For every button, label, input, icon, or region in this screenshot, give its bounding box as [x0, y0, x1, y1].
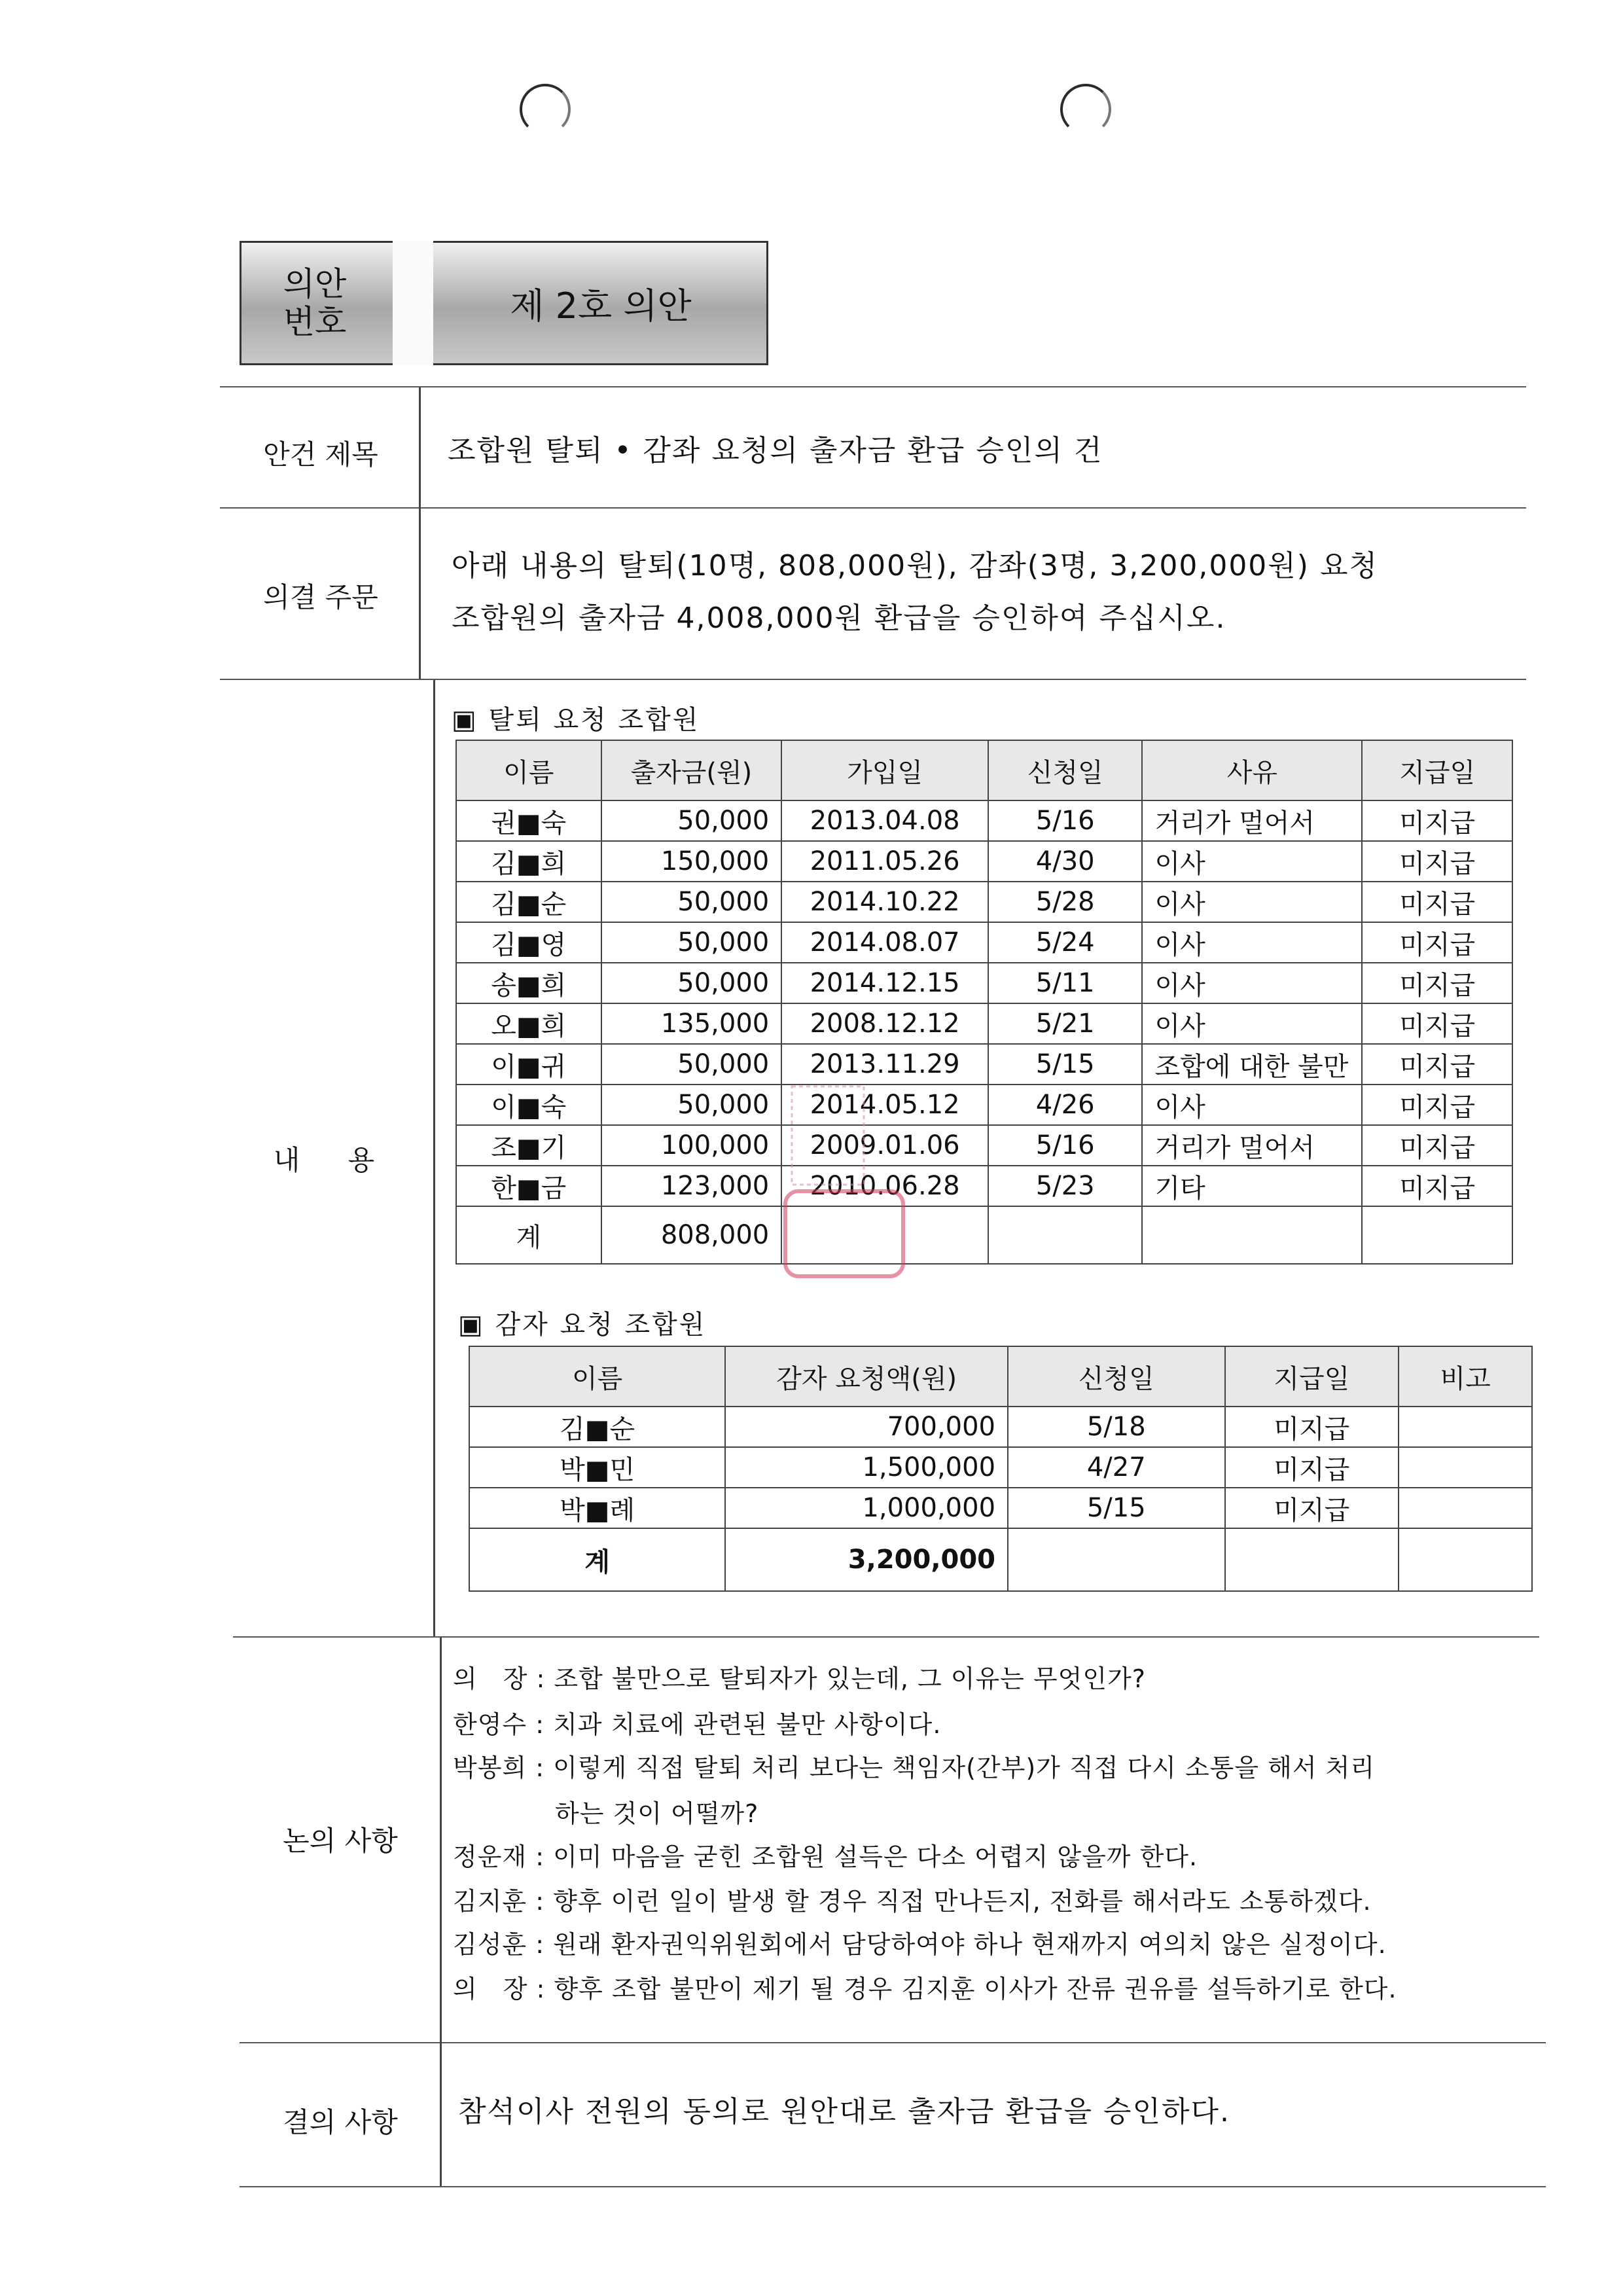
discussion-line: 김지훈 : 향후 이런 일이 발생 할 경우 직접 만나든지, 전화를 해서라도 소통하겠다.: [453, 1887, 1372, 1916]
title-row-bottom-line: [220, 507, 1526, 509]
request-date: 4/26: [988, 1085, 1143, 1125]
table-row: [456, 841, 1512, 882]
reason: 이사: [1142, 1003, 1362, 1044]
reason: 이사: [1142, 1085, 1362, 1125]
withdrawal-header-row: [456, 740, 1512, 800]
header-name: 이름: [469, 1346, 725, 1407]
payment-status: 미지급: [1225, 1447, 1399, 1488]
payment-status: 미지급: [1362, 1166, 1512, 1206]
reason: 기타: [1142, 1166, 1362, 1206]
empty-cell: [1008, 1528, 1225, 1591]
header-remarks: 비고: [1399, 1346, 1532, 1407]
request-date: 5/16: [988, 1125, 1143, 1166]
request-date: 5/16: [988, 800, 1143, 841]
table-row: [456, 1085, 1512, 1125]
table-row: [469, 1407, 1532, 1447]
header-payment-date: 지급일: [1362, 740, 1512, 800]
discussion-line: 의 장 : 향후 조합 불만이 제기 될 경우 김지훈 이사가 잔류 권유를 설득하기로 한다.: [453, 1975, 1397, 2003]
reduction-amount: 700,000: [725, 1407, 1008, 1447]
investment-amount: 123,000: [601, 1166, 782, 1206]
header-reduction-amount: 감자 요청액(원): [725, 1346, 1008, 1407]
payment-status: 미지급: [1225, 1488, 1399, 1528]
payment-status: 미지급: [1362, 800, 1512, 841]
reason: 거리가 멀어서: [1142, 800, 1362, 841]
form-bottom-line: [240, 2186, 1546, 2187]
discussion-line: 박봉희 : 이렇게 직접 탈퇴 처리 보다는 책임자(간부)가 직접 다시 소통을 해서 처리: [453, 1753, 1376, 1782]
member-name: 김■희: [456, 841, 601, 882]
investment-amount: 50,000: [601, 922, 782, 963]
join-date: 2011.05.26: [781, 841, 988, 882]
join-date: 2013.11.29: [781, 1044, 988, 1085]
total-amount: 3,200,000: [725, 1528, 1008, 1591]
request-date: 4/30: [988, 841, 1143, 882]
table-row: [456, 1044, 1512, 1085]
join-date: 2013.04.08: [781, 800, 988, 841]
header-request-date: 신청일: [1008, 1346, 1225, 1407]
discussion-line: 김성훈 : 원래 환자권익위원회에서 담당하여야 하나 현재까지 여의치 않은 실정이다.: [453, 1930, 1387, 1959]
request-date: 5/21: [988, 1003, 1143, 1044]
label-column-divider-top: [419, 387, 421, 679]
form-top-line: [220, 386, 1526, 387]
request-date: 5/24: [988, 922, 1143, 963]
member-name: 박■민: [469, 1447, 725, 1488]
member-name: 이■귀: [456, 1044, 601, 1085]
payment-status: 미지급: [1362, 1003, 1512, 1044]
payment-status: 미지급: [1225, 1407, 1399, 1447]
payment-status: 미지급: [1362, 882, 1512, 922]
reason: 조합에 대한 불만: [1142, 1044, 1362, 1085]
decision-value: 참석이사 전원의 동의로 원안대로 출자금 환급을 승인하다.: [458, 2095, 1230, 2128]
join-date: 2014.05.12: [781, 1085, 988, 1125]
investment-amount: 50,000: [601, 882, 782, 922]
join-date: 2014.10.22: [781, 882, 988, 922]
resolution-row-bottom-line: [220, 679, 1526, 680]
payment-status: 미지급: [1362, 1044, 1512, 1085]
empty-cell: [1225, 1528, 1399, 1591]
member-name: 김■영: [456, 922, 601, 963]
member-name: 조■기: [456, 1125, 601, 1166]
payment-status: 미지급: [1362, 1085, 1512, 1125]
remarks: [1399, 1488, 1532, 1528]
resolution-label: 의결 주문: [263, 581, 378, 613]
investment-amount: 50,000: [601, 800, 782, 841]
empty-cell: [1142, 1206, 1362, 1264]
title-label: 안건 제목: [263, 439, 378, 471]
header-reason: 사유: [1142, 740, 1362, 800]
withdrawal-total-row: [456, 1206, 1512, 1264]
reason: 이사: [1142, 882, 1362, 922]
reduction-table: [469, 1346, 1533, 1592]
reason: 이사: [1142, 922, 1362, 963]
agenda-number-label: [240, 241, 390, 365]
header-name: 이름: [456, 740, 601, 800]
content-row-bottom-line: [233, 1636, 1539, 1638]
member-name: 권■숙: [456, 800, 601, 841]
table-row: [456, 800, 1512, 841]
empty-cell: [1399, 1528, 1532, 1591]
total-label: 계: [456, 1206, 601, 1264]
approval-stamp: [772, 1060, 929, 1296]
table-row: [469, 1447, 1532, 1488]
request-date: 5/18: [1008, 1407, 1225, 1447]
content-label: 내 용: [273, 1144, 395, 1176]
header-join-date: 가입일: [781, 740, 988, 800]
reason: 이사: [1142, 841, 1362, 882]
investment-amount: 100,000: [601, 1125, 782, 1166]
investment-amount: 50,000: [601, 1085, 782, 1125]
punch-hole-right: [1060, 84, 1111, 135]
title-value: 조합원 탈퇴 • 감좌 요청의 출자금 환급 승인의 건: [448, 434, 1103, 467]
agenda-label-line1: 의안: [283, 265, 347, 303]
empty-cell: [1362, 1206, 1512, 1264]
member-name: 김■순: [456, 882, 601, 922]
table-row: [456, 963, 1512, 1003]
member-name: 오■희: [456, 1003, 601, 1044]
total-label: 계: [469, 1528, 725, 1591]
member-name: 송■희: [456, 963, 601, 1003]
member-name: 김■순: [469, 1407, 725, 1447]
reduction-section-title: ▣ 감자 요청 조합원: [458, 1310, 707, 1340]
header-investment: 출자금(원): [601, 740, 782, 800]
payment-status: 미지급: [1362, 922, 1512, 963]
reason: 이사: [1142, 963, 1362, 1003]
request-date: 5/23: [988, 1166, 1143, 1206]
member-name: 한■금: [456, 1166, 601, 1206]
join-date: 2014.08.07: [781, 922, 988, 963]
table-row: [469, 1488, 1532, 1528]
withdrawal-section-title: ▣ 탈퇴 요청 조합원: [452, 705, 700, 735]
member-name: 이■숙: [456, 1085, 601, 1125]
reduction-total-row: [469, 1528, 1532, 1591]
payment-status: 미지급: [1362, 841, 1512, 882]
request-date: 5/28: [988, 882, 1143, 922]
punch-hole-left: [520, 84, 571, 135]
total-amount: 808,000: [601, 1206, 782, 1264]
label-column-divider-middle: [433, 680, 435, 1636]
reduction-amount: 1,500,000: [725, 1447, 1008, 1488]
header-payment-date: 지급일: [1225, 1346, 1399, 1407]
join-date: 2014.12.15: [781, 963, 988, 1003]
join-date: 2009.01.06: [781, 1125, 988, 1166]
decision-label: 결의 사항: [283, 2106, 398, 2138]
agenda-box-separator: [393, 241, 433, 365]
discussion-line: 의 장 : 조합 불만으로 탈퇴자가 있는데, 그 이유는 무엇인가?: [453, 1664, 1146, 1693]
join-date: 2010.06.28: [781, 1166, 988, 1206]
table-row: [456, 1003, 1512, 1044]
payment-status: 미지급: [1362, 1125, 1512, 1166]
reduction-header-row: [469, 1346, 1532, 1407]
withdrawal-table: [455, 740, 1513, 1265]
discussion-line: 한영수 : 치과 치료에 관련된 불만 사항이다.: [453, 1710, 942, 1739]
table-row: [456, 922, 1512, 963]
discussion-line: 하는 것이 어떨까?: [453, 1799, 759, 1828]
discussion-line: 정운재 : 이미 마음을 굳힌 조합원 설득은 다소 어렵지 않을까 한다.: [453, 1842, 1198, 1871]
remarks: [1399, 1407, 1532, 1447]
investment-amount: 50,000: [601, 1044, 782, 1085]
label-column-divider-bottom: [440, 1638, 442, 2186]
request-date: 5/15: [1008, 1488, 1225, 1528]
investment-amount: 50,000: [601, 963, 782, 1003]
empty-cell: [988, 1206, 1143, 1264]
reduction-amount: 1,000,000: [725, 1488, 1008, 1528]
table-row: [456, 1166, 1512, 1206]
agenda-number-value: 제 2호 의안: [510, 285, 692, 327]
join-date: 2008.12.12: [781, 1003, 988, 1044]
table-row: [456, 1125, 1512, 1166]
investment-amount: 150,000: [601, 841, 782, 882]
resolution-line2: 조합원의 출자금 4,008,000원 환급을 승인하여 주십시오.: [452, 601, 1226, 635]
request-date: 4/27: [1008, 1447, 1225, 1488]
remarks: [1399, 1447, 1532, 1488]
member-name: 박■례: [469, 1488, 725, 1528]
header-request-date: 신청일: [988, 740, 1143, 800]
reason: 거리가 멀어서: [1142, 1125, 1362, 1166]
payment-status: 미지급: [1362, 963, 1512, 1003]
table-row: [456, 882, 1512, 922]
agenda-label-line2: 번호: [283, 303, 347, 341]
investment-amount: 135,000: [601, 1003, 782, 1044]
request-date: 5/15: [988, 1044, 1143, 1085]
discussion-label: 논의 사항: [283, 1825, 398, 1857]
resolution-line1: 아래 내용의 탈퇴(10명, 808,000원), 감좌(3명, 3,200,000원) 요청: [452, 549, 1378, 583]
discussion-row-bottom-line: [240, 2042, 1546, 2043]
request-date: 5/11: [988, 963, 1143, 1003]
